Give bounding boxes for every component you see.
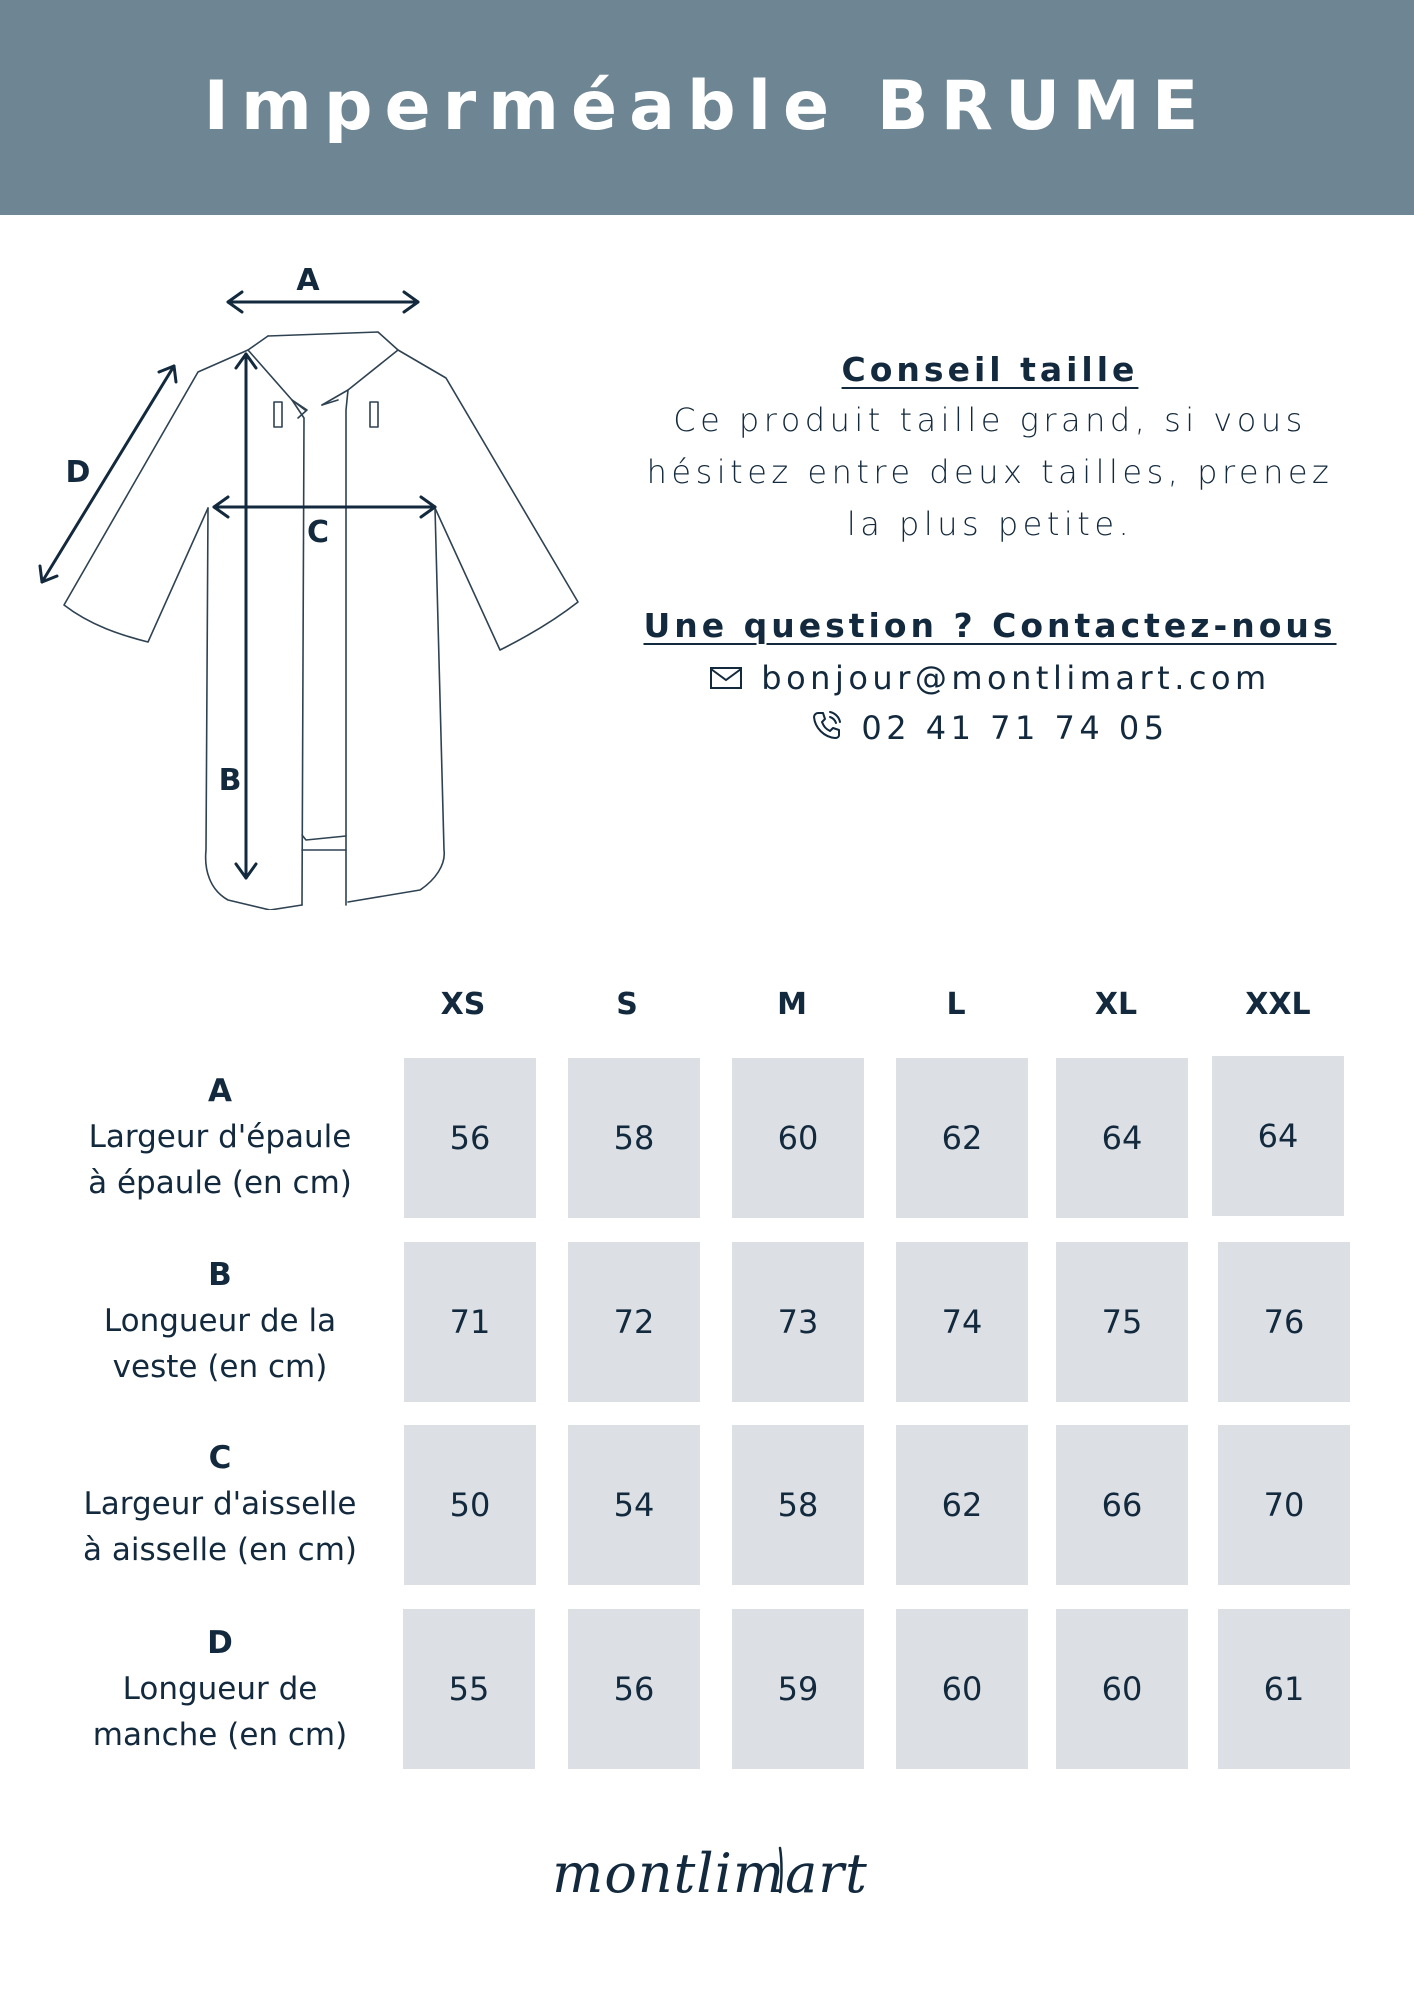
table-cell: 56 [404, 1058, 536, 1218]
row-label-b [40, 1252, 400, 1390]
row-label-c [40, 1435, 400, 1573]
row-label-line: Longueur de la [103, 1303, 337, 1339]
size-advice-line: hésitez entre deux tailles, prenez [646, 453, 1334, 491]
row-letter: C [208, 1440, 232, 1476]
row-letter: A [208, 1073, 232, 1109]
table-cell: 59 [732, 1609, 864, 1769]
contact-email-row[interactable] [620, 654, 1360, 704]
size-table [0, 980, 1414, 1780]
row-label-a [40, 1068, 400, 1206]
row-label-line: veste (en cm) [112, 1349, 328, 1385]
table-cell: 64 [1056, 1058, 1188, 1218]
size-header-s: S [616, 987, 638, 1022]
table-cell: 61 [1218, 1609, 1350, 1769]
page-title: Imperméable BRUME [203, 67, 1211, 146]
table-cell: 58 [732, 1425, 864, 1585]
size-advice [620, 346, 1360, 550]
row-label-line: à aisselle (en cm) [83, 1532, 357, 1568]
table-cell: 56 [568, 1609, 700, 1769]
contact-email[interactable]: bonjour@montlimart.com [761, 659, 1271, 697]
table-cell: 60 [732, 1058, 864, 1218]
table-cell: 73 [732, 1242, 864, 1402]
table-cell: 72 [568, 1242, 700, 1402]
diagram-label-b: B [218, 763, 242, 798]
size-header-l: L [946, 987, 966, 1022]
raincoat-diagram [30, 250, 590, 910]
header-banner [0, 0, 1414, 215]
size-header-xs: XS [440, 987, 486, 1022]
table-cell: 75 [1056, 1242, 1188, 1402]
row-letter: D [207, 1625, 233, 1661]
table-cell: 64 [1212, 1056, 1344, 1216]
contact-title: Une question ? Contactez-nous [643, 606, 1337, 645]
table-cell: 62 [896, 1058, 1028, 1218]
size-advice-line: la plus petite. [846, 505, 1134, 543]
size-header-m: M [777, 987, 807, 1022]
table-cell: 58 [568, 1058, 700, 1218]
table-cell: 66 [1056, 1425, 1188, 1585]
size-advice-line: Ce produit taille grand, si vous [673, 401, 1307, 439]
brand-logo-text: montlimart [552, 1842, 868, 1905]
brand-logo [530, 1830, 890, 1920]
contact-section [620, 602, 1360, 754]
mail-icon [709, 656, 743, 704]
row-label-line: à épaule (en cm) [88, 1165, 352, 1201]
row-label-line: manche (en cm) [92, 1717, 348, 1753]
row-label-line: Longueur de [122, 1671, 318, 1707]
size-header-xxl: XXL [1245, 987, 1311, 1022]
table-cell: 70 [1218, 1425, 1350, 1585]
arrow-d [42, 366, 174, 582]
diagram-label-d: D [65, 455, 91, 490]
table-cell: 60 [896, 1609, 1028, 1769]
phone-icon [811, 706, 843, 754]
table-cell: 74 [896, 1242, 1028, 1402]
table-cell: 50 [404, 1425, 536, 1585]
row-label-d [40, 1620, 400, 1758]
size-header-xl: XL [1094, 987, 1138, 1022]
row-label-line: Largeur d'épaule [88, 1119, 352, 1155]
table-cell: 62 [896, 1425, 1028, 1585]
table-cell: 55 [403, 1609, 535, 1769]
size-advice-title: Conseil taille [841, 350, 1139, 389]
table-cell: 76 [1218, 1242, 1350, 1402]
row-letter: B [208, 1257, 232, 1293]
table-cell: 54 [568, 1425, 700, 1585]
diagram-label-c: C [306, 515, 330, 550]
contact-phone[interactable]: 02 41 71 74 05 [861, 709, 1169, 747]
row-label-line: Largeur d'aisselle [83, 1486, 357, 1522]
table-cell: 71 [404, 1242, 536, 1402]
contact-phone-row[interactable] [620, 704, 1360, 754]
diagram-label-a: A [296, 263, 320, 298]
table-cell: 60 [1056, 1609, 1188, 1769]
